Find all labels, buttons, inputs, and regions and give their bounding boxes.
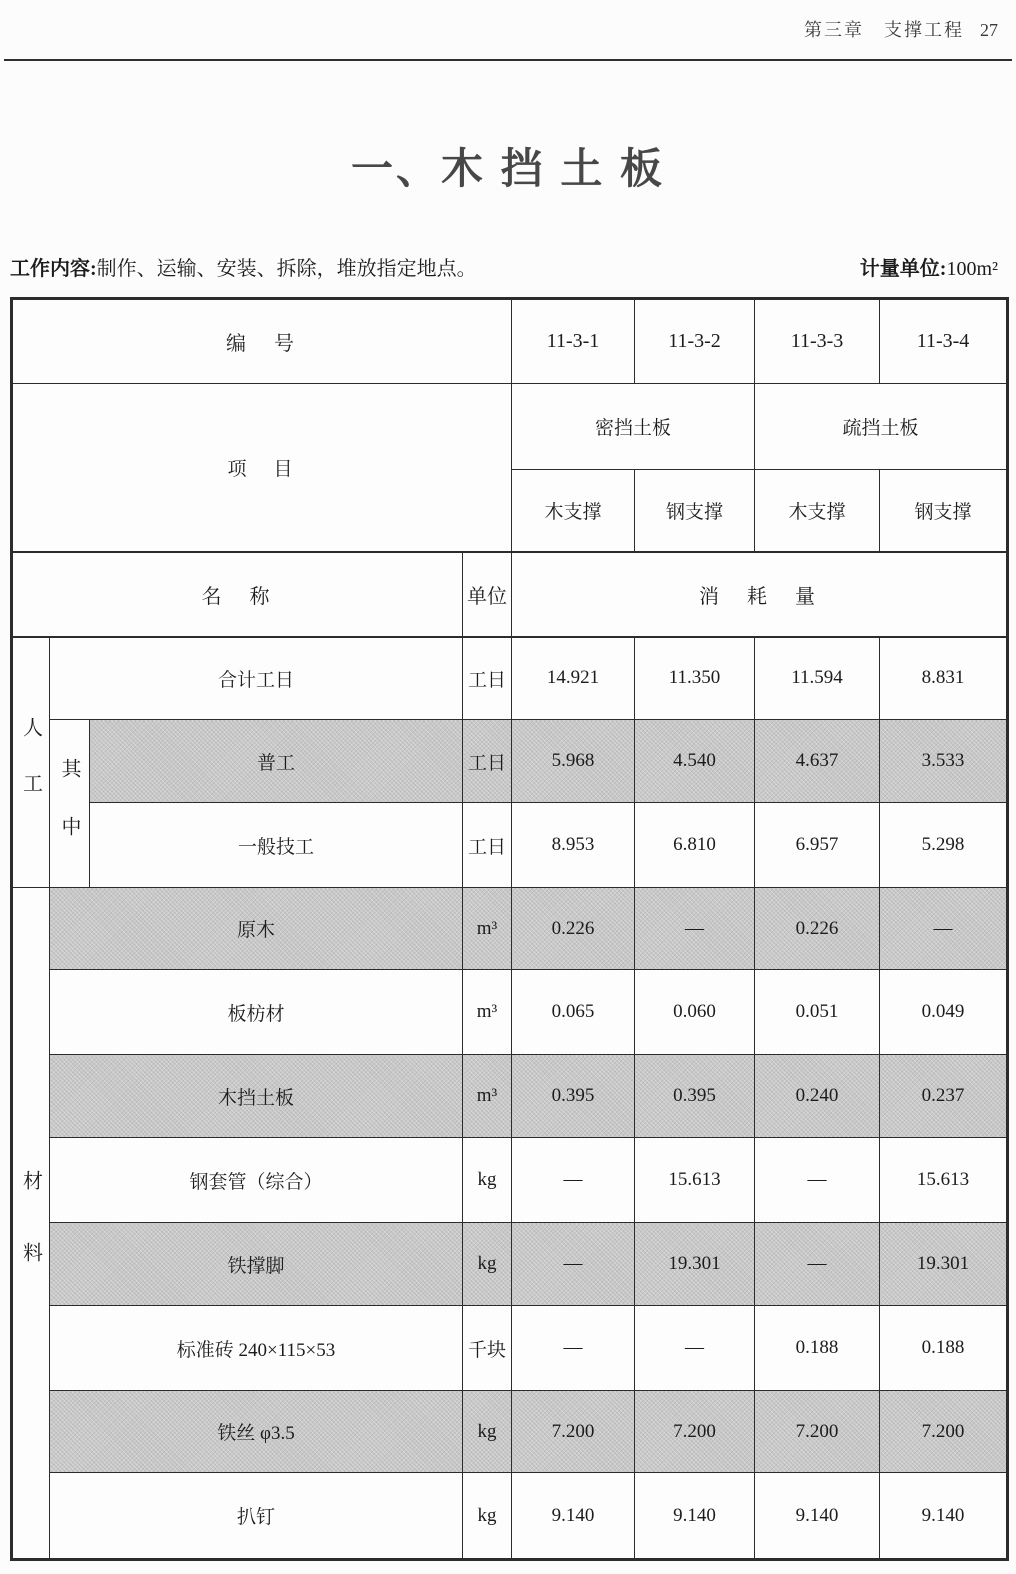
value-cell: 0.395 [512,1055,635,1138]
value-cell: 5.298 [880,803,1008,888]
unit-cell: 工日 [463,803,512,888]
row-name: 一般技工 [90,803,463,888]
value-cell: — [635,1306,755,1391]
value-cell: 0.240 [755,1055,880,1138]
value-cell: 0.065 [512,970,635,1055]
unit-cell: m³ [463,888,512,970]
value-cell: — [512,1306,635,1391]
section-label-among [50,720,90,888]
value-cell: 0.049 [880,970,1008,1055]
code-cell: 11-3-3 [755,299,880,384]
section-label-text: 材料 [19,1170,42,1314]
value-cell: 8.953 [512,803,635,888]
value-cell: 0.188 [755,1306,880,1391]
table-row [12,552,1008,637]
value-cell: 0.226 [755,888,880,970]
page-number: 27 [980,20,998,40]
value-cell: 0.188 [880,1306,1008,1391]
support-header-cell: 钢支撑 [635,470,755,552]
row-name: 铁撑脚 [50,1223,463,1306]
value-cell: — [755,1223,880,1306]
row-name: 钢套管（综合） [50,1138,463,1223]
value-cell: — [755,1138,880,1223]
unit-cell: 千块 [463,1306,512,1391]
row-name: 普工 [90,720,463,803]
chapter-title: 第三章 支撑工程 [804,20,964,40]
section-label-material [12,888,50,1560]
unit-cell: 工日 [463,720,512,803]
value-cell: 19.301 [635,1223,755,1306]
running-head [804,16,998,42]
row-name: 铁丝 φ3.5 [50,1391,463,1473]
row-name: 扒钉 [50,1473,463,1560]
group-header-cell: 疏挡土板 [755,384,1008,470]
support-header-cell: 木支撑 [755,470,880,552]
table-row [12,720,1008,803]
support-header-cell: 木支撑 [512,470,635,552]
work-content-label: 工作内容: [10,258,97,280]
page-title: 一、木 挡 土 板 [350,145,665,192]
value-cell: 9.140 [512,1473,635,1560]
value-cell: 8.831 [880,637,1008,720]
code-header-cell: 编 号 [12,299,512,384]
row-name: 原木 [50,888,463,970]
table-row [12,299,1008,384]
table-row [12,384,1008,470]
value-cell: 0.237 [880,1055,1008,1138]
value-cell: 0.226 [512,888,635,970]
table-row [12,970,1008,1055]
value-cell: 7.200 [755,1391,880,1473]
header-rule [4,59,1012,61]
table-row [12,803,1008,888]
code-cell: 11-3-4 [880,299,1008,384]
table-row [12,1391,1008,1473]
value-cell: — [635,888,755,970]
value-cell: 6.810 [635,803,755,888]
value-cell: 4.637 [755,720,880,803]
value-cell: 9.140 [755,1473,880,1560]
meta-line [10,252,1002,281]
quota-table [10,297,1009,1561]
value-cell: 0.395 [635,1055,755,1138]
table-row [12,1138,1008,1223]
row-name: 标准砖 240×115×53 [50,1306,463,1391]
value-cell: — [512,1138,635,1223]
value-cell: 15.613 [880,1138,1008,1223]
group-header-cell: 密挡土板 [512,384,755,470]
value-cell: 7.200 [512,1391,635,1473]
table-row [12,637,1008,720]
table-row [12,1306,1008,1391]
unit-cell: kg [463,1473,512,1560]
unit-cell: 工日 [463,637,512,720]
measure-unit-note [860,252,998,281]
section-label-text: 人工 [19,717,42,830]
row-name: 木挡土板 [50,1055,463,1138]
value-cell: 6.957 [755,803,880,888]
section-label-text: 其中 [58,757,80,874]
code-cell: 11-3-1 [512,299,635,384]
value-cell: 7.200 [635,1391,755,1473]
value-cell: 0.051 [755,970,880,1055]
value-cell: 4.540 [635,720,755,803]
value-cell: 0.060 [635,970,755,1055]
value-cell: 19.301 [880,1223,1008,1306]
unit-header-cell: 单位 [463,552,512,637]
value-cell: 14.921 [512,637,635,720]
unit-cell: kg [463,1138,512,1223]
row-name: 板枋材 [50,970,463,1055]
work-content-text: 制作、运输、安装、拆除，堆放指定地点。 [96,258,477,280]
measure-unit-value: 100m² [946,258,998,280]
measure-unit-label: 计量单位: [859,258,947,280]
value-cell: 7.200 [880,1391,1008,1473]
table-row [12,1473,1008,1560]
unit-cell: m³ [463,1055,512,1138]
table-row [12,888,1008,970]
value-cell: 15.613 [635,1138,755,1223]
value-cell: 9.140 [635,1473,755,1560]
value-cell: — [880,888,1008,970]
unit-cell: kg [463,1391,512,1473]
name-header-cell: 名 称 [12,552,463,637]
value-cell: 11.594 [755,637,880,720]
item-header-cell: 项 目 [12,384,512,552]
consumption-header-cell: 消 耗 量 [512,552,1008,637]
value-cell: 5.968 [512,720,635,803]
value-cell: 9.140 [880,1473,1008,1560]
section-label-labor [12,637,50,888]
unit-cell: kg [463,1223,512,1306]
table-row [12,1055,1008,1138]
support-header-cell: 钢支撑 [880,470,1008,552]
value-cell: — [512,1223,635,1306]
row-name: 合计工日 [50,637,463,720]
value-cell: 3.533 [880,720,1008,803]
code-cell: 11-3-2 [635,299,755,384]
value-cell: 11.350 [635,637,755,720]
unit-cell: m³ [463,970,512,1055]
table-row [12,1223,1008,1306]
